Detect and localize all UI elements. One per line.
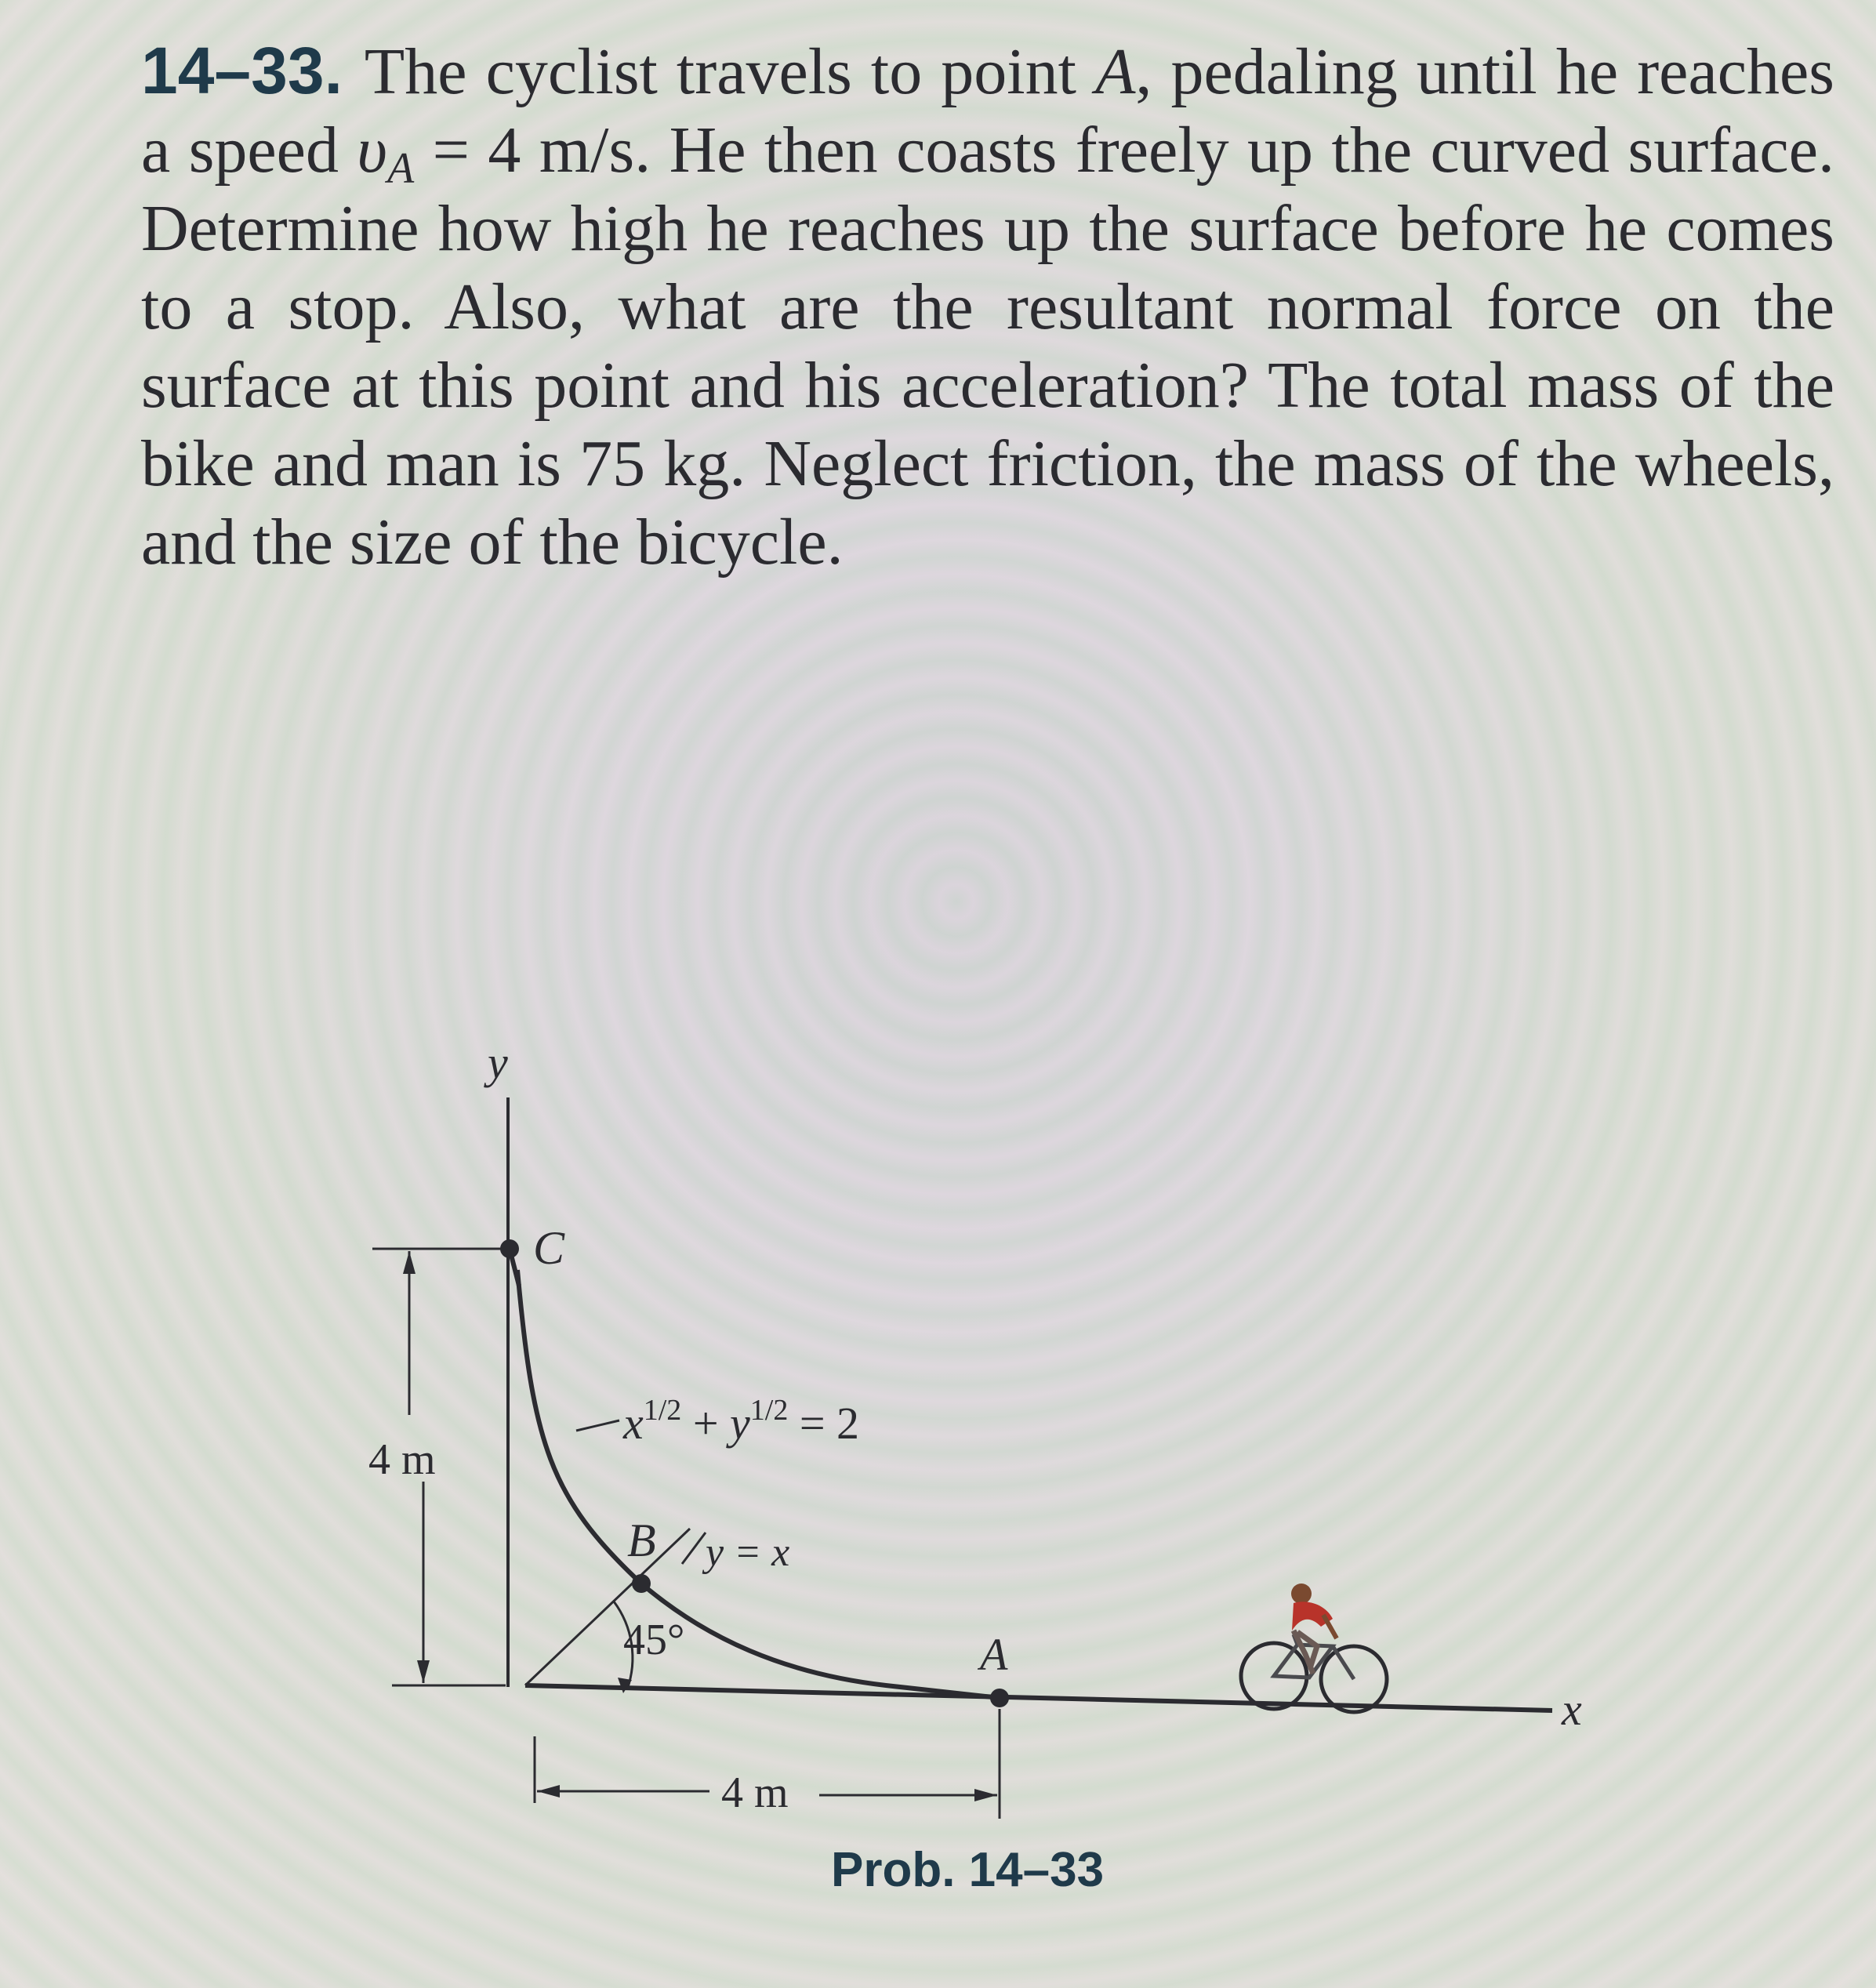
height-dim-label: 4 m <box>368 1435 436 1484</box>
x-axis <box>525 1685 1552 1710</box>
cyclist-head <box>1291 1584 1312 1604</box>
point-a-ref: A <box>1095 35 1136 108</box>
cyclist-curve-figure <box>0 1019 1876 1827</box>
curve-eq-leader <box>576 1420 619 1431</box>
curve-surface <box>517 1270 1000 1698</box>
cyclist-illustration <box>1241 1584 1387 1712</box>
line-equation: y = x <box>706 1530 790 1575</box>
speed-symbol: υ <box>357 114 387 187</box>
point-c-label: C <box>533 1222 565 1274</box>
height-dim-arrow-bottom <box>417 1660 430 1683</box>
point-b-label: B <box>627 1515 656 1566</box>
figure-caption: Prob. 14–33 <box>831 1843 1105 1897</box>
problem-text-part3: = 4 m/s. He then coasts freely up the curved surface. Determine how high he reaches up the surface before he comes to a stop. Also, what are the resultant normal force on the surface at this point and his acceleration? The total mass of the bike and man is 75 kg. Neglect friction, the mass of the wheels, and the size of the bicycle. <box>141 114 1834 579</box>
width-dim-label: 4 m <box>721 1769 789 1817</box>
point-b-marker <box>632 1574 651 1593</box>
point-a-marker <box>990 1689 1009 1707</box>
point-a-label: A <box>980 1629 1008 1680</box>
curve-equation: $x^{1/2} + y^{1/2} = 2$ <box>623 1394 860 1449</box>
line-eq-leader <box>682 1533 706 1564</box>
y-axis-label: y <box>488 1037 508 1088</box>
height-dim-arrow-top <box>403 1251 415 1274</box>
problem-text-part2: , pedaling until he reaches a speed <box>141 35 1834 187</box>
width-dim-arrow-right <box>974 1789 997 1801</box>
problem-statement <box>141 31 1834 582</box>
problem-number: 14–33. <box>141 34 343 107</box>
point-c-marker <box>500 1239 519 1258</box>
angle-label: 45° <box>623 1616 685 1664</box>
speed-subscript: A <box>386 144 415 193</box>
width-dim-arrow-left <box>537 1785 560 1798</box>
problem-text-part1: The cyclist travels to point <box>364 35 1096 108</box>
x-axis-label: x <box>1562 1684 1582 1735</box>
